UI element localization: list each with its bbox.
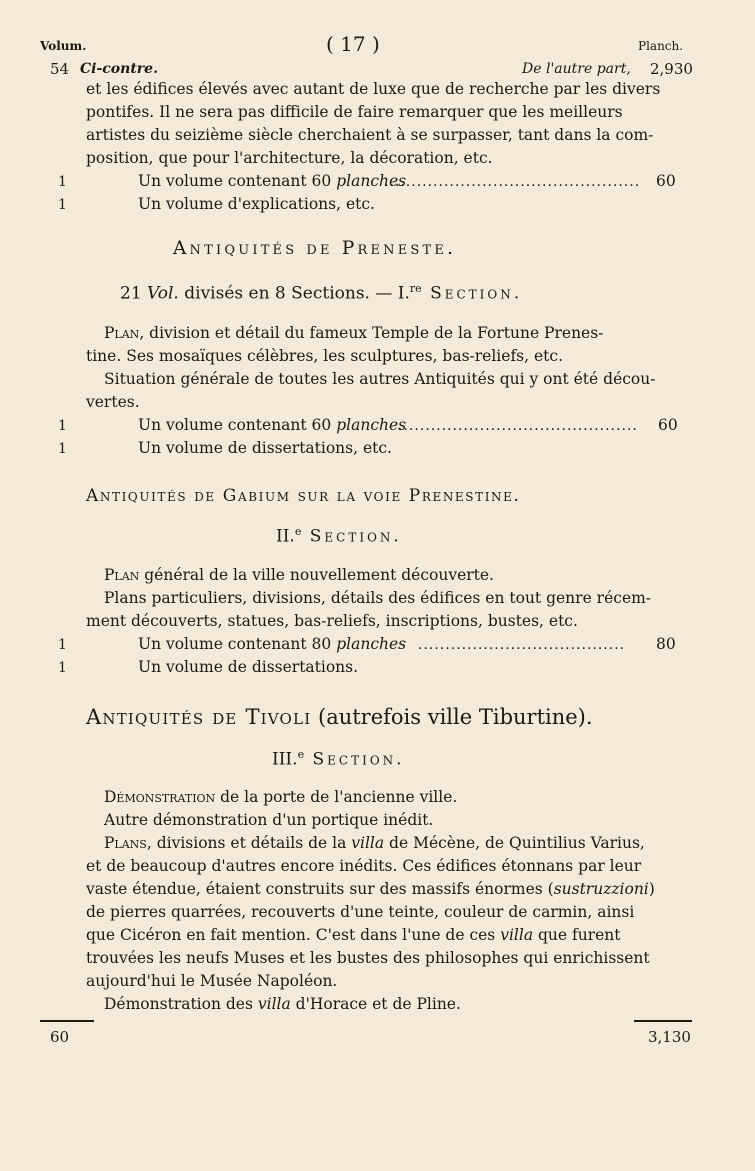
footer-rule-right xyxy=(634,1020,692,1022)
section-3-line-6: de pierres quarrées, recouverts d'une teinte, couleur de carmin, ainsi xyxy=(86,903,635,921)
section-2-item-1-text: Un volume contenant 80 planches xyxy=(138,635,407,653)
intro-line-4: position, que pour l'architecture, la décoration, etc. xyxy=(86,149,493,167)
section-1-item-2-volumes: 1 xyxy=(58,441,67,457)
footer-volume-total: 60 xyxy=(50,1028,70,1046)
section-2-item-2-text: Un volume de dissertations. xyxy=(138,658,359,676)
header-volumes-label: Volum. xyxy=(40,39,87,53)
section-2-subtitle: II.$^e$ Section. xyxy=(276,525,402,547)
section-1-line-2: tine. Ses mosaïques célèbres, les sculptures, bas-reliefs, etc. xyxy=(86,347,563,365)
intro-item-1-plates: 60 xyxy=(656,172,676,190)
section-2-item-1-volumes: 1 xyxy=(58,637,67,653)
intro-line-3: artistes du seizième siècle cherchaient à se surpasser, tant dans la com- xyxy=(86,126,654,144)
section-1-item-1-plates: 60 xyxy=(658,416,678,434)
section-2-line-3: ment découverts, statues, bas-reliefs, inscriptions, bustes, etc. xyxy=(86,612,578,630)
intro-line-1: et les édifices élevés avec autant de luxe que de recherche par les divers xyxy=(86,80,661,98)
intro-item-1-leader: ............................................... xyxy=(384,174,641,190)
intro-item-2-text: Un volume d'explications, etc. xyxy=(138,195,375,213)
carry-plate-total: 2,930 xyxy=(650,60,693,78)
section-3-line-9: aujourd'hui le Musée Napoléon. xyxy=(86,972,338,990)
section-1-item-1-volumes: 1 xyxy=(58,418,67,434)
section-3-line-8: trouvées les neufs Muses et les bustes des philosophes qui enrichissent xyxy=(86,949,650,967)
footer-plate-total: 3,130 xyxy=(648,1028,691,1046)
section-2-item-1-plates: 80 xyxy=(656,635,676,653)
carry-volume-count: 54 xyxy=(50,60,70,78)
section-1-item-1-leader: ............................................ xyxy=(398,418,638,434)
header-plates-label: Planch. xyxy=(638,39,684,53)
section-3-line-7: que Cicéron en fait mention. C'est dans l'une de ces villa que furent xyxy=(86,926,621,944)
carry-left-label: Ci-contre. xyxy=(80,61,158,77)
section-3-subtitle: III.$^e$ Section. xyxy=(272,748,405,770)
section-2-line-1: Plan général de la ville nouvellement découverte. xyxy=(104,566,494,584)
section-1-subtitle: 21 Vol. divisés en 8 Sections. — I.$^{re}$ Section. xyxy=(120,282,523,304)
section-3-line-2: Autre démonstration d'un portique inédit. xyxy=(104,811,434,829)
section-2-title: Antiquités de Gabium sur la voie Prenestine. xyxy=(86,486,521,506)
section-1-line-3: Situation générale de toutes les autres Antiquités qui y ont été décou- xyxy=(104,370,656,388)
intro-item-1-text: Un volume contenant 60 planches xyxy=(138,172,407,190)
section-1-line-1: Plan, division et détail du fameux Temple de la Fortune Prenes- xyxy=(104,324,604,342)
section-2-line-2: Plans particuliers, divisions, détails des édifices en tout genre récem- xyxy=(104,589,652,607)
intro-item-2-volumes: 1 xyxy=(58,197,67,213)
section-2-item-1-leader: ...................................... xyxy=(418,637,626,653)
section-2-item-2-volumes: 1 xyxy=(58,660,67,676)
section-3-line-5: vaste étendue, étaient construits sur des massifs énormes (sustruzzioni) xyxy=(86,880,655,898)
footer-rule-left xyxy=(40,1020,94,1022)
section-1-item-1-text: Un volume contenant 60 planches xyxy=(138,416,407,434)
section-1-title: Antiquités de Preneste. xyxy=(173,238,457,259)
page-number: ( 17 ) xyxy=(326,32,380,56)
intro-item-1-volumes: 1 xyxy=(58,174,67,190)
section-3-line-10: Démonstration des villa d'Horace et de Pline. xyxy=(104,995,461,1013)
intro-line-2: pontifes. Il ne sera pas difficile de faire remarquer que les meilleurs xyxy=(86,103,623,121)
section-1-line-4: vertes. xyxy=(86,393,140,411)
carry-right-label: De l'autre part, xyxy=(522,61,631,77)
section-3-line-4: et de beaucoup d'autres encore inédits. Ces édifices étonnans par leur xyxy=(86,857,642,875)
section-3-title: Antiquités de Tivoli (autrefois ville Tiburtine). xyxy=(86,705,593,729)
section-3-line-1: Démonstration de la porte de l'ancienne ville. xyxy=(104,788,458,806)
section-1-item-2-text: Un volume de dissertations, etc. xyxy=(138,439,392,457)
section-3-line-3: Plans, divisions et détails de la villa de Mécène, de Quintilius Varius, xyxy=(104,834,645,852)
